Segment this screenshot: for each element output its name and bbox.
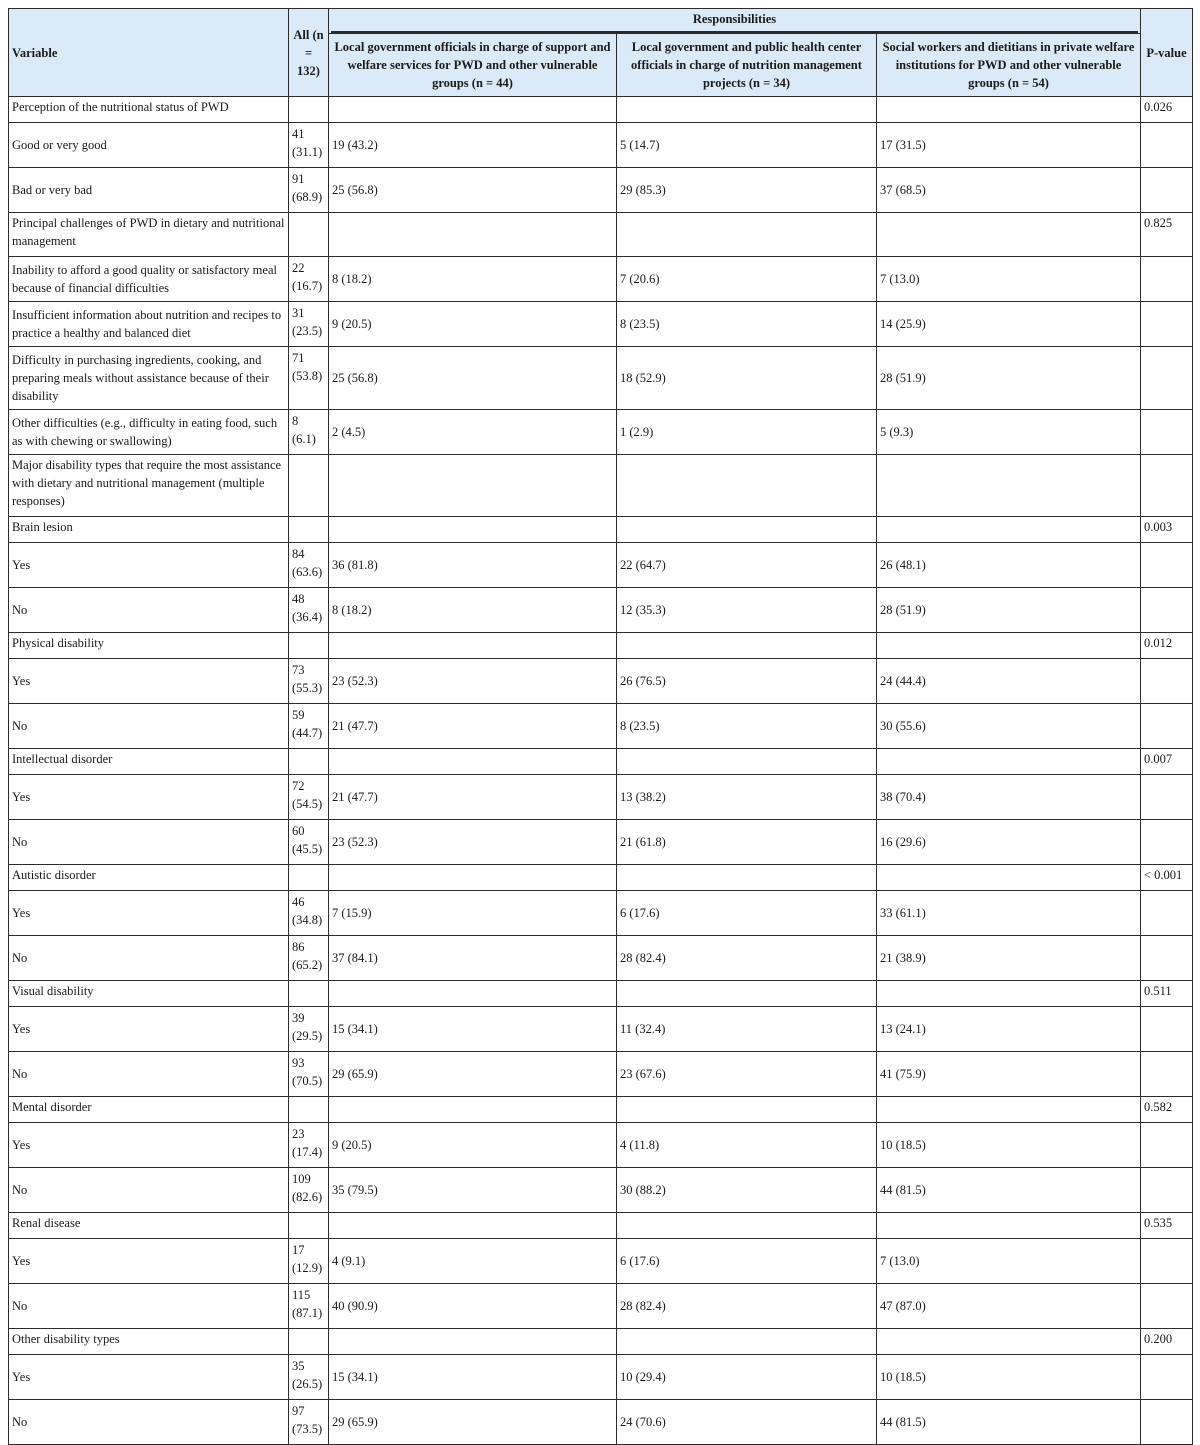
group2-cell: [617, 1213, 877, 1239]
group1-cell: [329, 749, 617, 775]
variable-cell: Yes: [9, 659, 289, 704]
group2-cell: 23 (67.6): [617, 1052, 877, 1097]
table-container: [8, 8, 1192, 1445]
all-cell: [289, 455, 329, 517]
group1-cell: [329, 1213, 617, 1239]
group1-cell: 9 (20.5): [329, 302, 617, 347]
section-label: Visual disability: [9, 981, 289, 1007]
group3-cell: 17 (31.5): [877, 123, 1141, 168]
pvalue-cell: [1141, 302, 1193, 347]
all-cell: 8 (6.1): [289, 410, 329, 455]
group2-cell: [617, 1097, 877, 1123]
variable-cell: No: [9, 1052, 289, 1097]
group3-cell: [877, 1097, 1141, 1123]
group1-cell: 29 (65.9): [329, 1052, 617, 1097]
variable-cell: No: [9, 1400, 289, 1445]
all-cell: 17 (12.9): [289, 1239, 329, 1284]
group2-cell: 18 (52.9): [617, 347, 877, 410]
variable-cell: Yes: [9, 1007, 289, 1052]
all-cell: 71 (53.8): [289, 347, 329, 410]
section-label: Renal disease: [9, 1213, 289, 1239]
all-cell: 84 (63.6): [289, 543, 329, 588]
table-row: [9, 1052, 1193, 1097]
variable-cell: No: [9, 704, 289, 749]
variable-cell: No: [9, 1284, 289, 1329]
table-row: [9, 588, 1193, 633]
group2-cell: [617, 633, 877, 659]
group2-cell: [617, 865, 877, 891]
section-label: Mental disorder: [9, 1097, 289, 1123]
all-cell: 31 (23.5): [289, 302, 329, 347]
table-row: [9, 123, 1193, 168]
group2-cell: 29 (85.3): [617, 168, 877, 213]
group3-cell: [877, 633, 1141, 659]
pvalue-cell: [1141, 347, 1193, 410]
section-row: [9, 1213, 1193, 1239]
group3-cell: 47 (87.0): [877, 1284, 1141, 1329]
variable-cell: No: [9, 1168, 289, 1213]
table-row: [9, 1355, 1193, 1400]
group3-cell: 41 (75.9): [877, 1052, 1141, 1097]
table-row: [9, 1239, 1193, 1284]
header-group2: Local government and public health center officials in charge of nutrition management projects (n = 34): [617, 34, 877, 97]
group2-cell: 13 (38.2): [617, 775, 877, 820]
all-cell: [289, 213, 329, 257]
group3-cell: [877, 1213, 1141, 1239]
all-cell: [289, 517, 329, 543]
variable-cell: Bad or very bad: [9, 168, 289, 213]
group1-cell: 19 (43.2): [329, 123, 617, 168]
group2-cell: [617, 455, 877, 517]
table-row: [9, 1123, 1193, 1168]
section-row: [9, 865, 1193, 891]
all-cell: [289, 97, 329, 123]
group1-cell: 25 (56.8): [329, 347, 617, 410]
table-row: [9, 347, 1193, 410]
group2-cell: 22 (64.7): [617, 543, 877, 588]
group1-cell: 25 (56.8): [329, 168, 617, 213]
table-row: [9, 820, 1193, 865]
all-cell: [289, 865, 329, 891]
variable-cell: No: [9, 936, 289, 981]
group3-cell: 28 (51.9): [877, 347, 1141, 410]
table-row: [9, 659, 1193, 704]
header-pvalue: P-value: [1141, 9, 1193, 97]
pvalue-cell: [1141, 659, 1193, 704]
group2-cell: [617, 517, 877, 543]
group3-cell: [877, 517, 1141, 543]
group1-cell: 23 (52.3): [329, 820, 617, 865]
all-cell: 35 (26.5): [289, 1355, 329, 1400]
group3-cell: 21 (38.9): [877, 936, 1141, 981]
group2-cell: 4 (11.8): [617, 1123, 877, 1168]
group3-cell: 16 (29.6): [877, 820, 1141, 865]
table-row: [9, 543, 1193, 588]
group2-cell: [617, 981, 877, 1007]
all-cell: 46 (34.8): [289, 891, 329, 936]
variable-cell: Yes: [9, 1355, 289, 1400]
group2-cell: 21 (61.8): [617, 820, 877, 865]
group2-cell: 8 (23.5): [617, 302, 877, 347]
group3-cell: 14 (25.9): [877, 302, 1141, 347]
table-row: [9, 1168, 1193, 1213]
all-cell: [289, 1097, 329, 1123]
all-cell: [289, 749, 329, 775]
group1-cell: [329, 1329, 617, 1355]
group1-cell: [329, 97, 617, 123]
all-cell: 86 (65.2): [289, 936, 329, 981]
group3-cell: 26 (48.1): [877, 543, 1141, 588]
variable-cell: Yes: [9, 543, 289, 588]
group1-cell: [329, 213, 617, 257]
section-row: [9, 1329, 1193, 1355]
table-row: [9, 1007, 1193, 1052]
table-row: [9, 1284, 1193, 1329]
header-variable: Variable: [9, 9, 289, 97]
group3-cell: 10 (18.5): [877, 1355, 1141, 1400]
group1-cell: 4 (9.1): [329, 1239, 617, 1284]
table-row: [9, 1400, 1193, 1445]
group3-cell: 44 (81.5): [877, 1400, 1141, 1445]
variable-cell: Difficulty in purchasing ingredients, cooking, and preparing meals without assistance because of their disability: [9, 347, 289, 410]
group3-cell: [877, 455, 1141, 517]
group3-cell: 38 (70.4): [877, 775, 1141, 820]
group3-cell: [877, 97, 1141, 123]
all-cell: [289, 1213, 329, 1239]
header-responsibilities-label: Responsibilities: [331, 9, 1138, 33]
section-row: [9, 455, 1193, 517]
pvalue-cell: 0.200: [1141, 1329, 1193, 1355]
all-cell: 59 (44.7): [289, 704, 329, 749]
header-responsibilities: [329, 9, 1141, 34]
section-label: Brain lesion: [9, 517, 289, 543]
table-row: [9, 775, 1193, 820]
pvalue-cell: [1141, 1400, 1193, 1445]
group3-cell: 44 (81.5): [877, 1168, 1141, 1213]
pvalue-cell: 0.825: [1141, 213, 1193, 257]
group1-cell: 40 (90.9): [329, 1284, 617, 1329]
group2-cell: 6 (17.6): [617, 1239, 877, 1284]
group2-cell: 7 (20.6): [617, 257, 877, 302]
group2-cell: [617, 213, 877, 257]
pvalue-cell: 0.003: [1141, 517, 1193, 543]
group2-cell: 8 (23.5): [617, 704, 877, 749]
all-cell: 60 (45.5): [289, 820, 329, 865]
group1-cell: 21 (47.7): [329, 775, 617, 820]
group1-cell: 8 (18.2): [329, 588, 617, 633]
pvalue-cell: [1141, 588, 1193, 633]
pvalue-cell: [1141, 410, 1193, 455]
section-label: Principal challenges of PWD in dietary and nutritional management: [9, 213, 289, 257]
table-row: [9, 704, 1193, 749]
group3-cell: [877, 213, 1141, 257]
all-cell: [289, 633, 329, 659]
pvalue-cell: [1141, 1284, 1193, 1329]
group1-cell: [329, 1097, 617, 1123]
pvalue-cell: 0.535: [1141, 1213, 1193, 1239]
section-row: [9, 633, 1193, 659]
group3-cell: 37 (68.5): [877, 168, 1141, 213]
group1-cell: [329, 865, 617, 891]
variable-cell: No: [9, 820, 289, 865]
pvalue-cell: [1141, 257, 1193, 302]
section-label: Intellectual disorder: [9, 749, 289, 775]
all-cell: 73 (55.3): [289, 659, 329, 704]
group3-cell: 10 (18.5): [877, 1123, 1141, 1168]
group2-cell: 5 (14.7): [617, 123, 877, 168]
variable-cell: Yes: [9, 1239, 289, 1284]
table-row: [9, 410, 1193, 455]
group2-cell: [617, 1329, 877, 1355]
variable-cell: Good or very good: [9, 123, 289, 168]
pvalue-cell: 0.582: [1141, 1097, 1193, 1123]
group3-cell: 13 (24.1): [877, 1007, 1141, 1052]
group2-cell: 24 (70.6): [617, 1400, 877, 1445]
all-cell: [289, 981, 329, 1007]
pvalue-cell: [1141, 1355, 1193, 1400]
section-label: Autistic disorder: [9, 865, 289, 891]
group2-cell: [617, 749, 877, 775]
group1-cell: 29 (65.9): [329, 1400, 617, 1445]
group1-cell: 15 (34.1): [329, 1355, 617, 1400]
group1-cell: 36 (81.8): [329, 543, 617, 588]
group1-cell: [329, 633, 617, 659]
group1-cell: [329, 517, 617, 543]
all-cell: 22 (16.7): [289, 257, 329, 302]
table-row: [9, 168, 1193, 213]
table-body: [9, 97, 1193, 1445]
group3-cell: 7 (13.0): [877, 257, 1141, 302]
pvalue-cell: [1141, 820, 1193, 865]
header-all: All (n = 132): [289, 9, 329, 97]
group3-cell: [877, 1329, 1141, 1355]
group1-cell: 7 (15.9): [329, 891, 617, 936]
variable-cell: Yes: [9, 775, 289, 820]
pvalue-cell: < 0.001: [1141, 865, 1193, 891]
group1-cell: [329, 981, 617, 1007]
group1-cell: 37 (84.1): [329, 936, 617, 981]
pvalue-cell: [1141, 1168, 1193, 1213]
pvalue-cell: 0.012: [1141, 633, 1193, 659]
pvalue-cell: 0.511: [1141, 981, 1193, 1007]
pvalue-cell: [1141, 1239, 1193, 1284]
variable-cell: Insufficient information about nutrition and recipes to practice a healthy and balanced diet: [9, 302, 289, 347]
pvalue-cell: [1141, 704, 1193, 749]
group2-cell: 30 (88.2): [617, 1168, 877, 1213]
group3-cell: 28 (51.9): [877, 588, 1141, 633]
group2-cell: 12 (35.3): [617, 588, 877, 633]
pvalue-cell: [1141, 455, 1193, 517]
section-label: Major disability types that require the most assistance with dietary and nutritional management (multiple responses): [9, 455, 289, 517]
all-cell: 97 (73.5): [289, 1400, 329, 1445]
pvalue-cell: [1141, 936, 1193, 981]
table-row: [9, 891, 1193, 936]
group1-cell: 9 (20.5): [329, 1123, 617, 1168]
all-cell: 48 (36.4): [289, 588, 329, 633]
section-row: [9, 213, 1193, 257]
group2-cell: 10 (29.4): [617, 1355, 877, 1400]
group3-cell: [877, 865, 1141, 891]
group3-cell: 33 (61.1): [877, 891, 1141, 936]
pvalue-cell: 0.026: [1141, 97, 1193, 123]
section-label: Perception of the nutritional status of PWD: [9, 97, 289, 123]
pvalue-cell: [1141, 1007, 1193, 1052]
variable-cell: Yes: [9, 1123, 289, 1168]
pvalue-cell: [1141, 123, 1193, 168]
pvalue-cell: [1141, 168, 1193, 213]
all-cell: 39 (29.5): [289, 1007, 329, 1052]
header-group3: Social workers and dietitians in private welfare institutions for PWD and other vulnerable groups (n = 54): [877, 34, 1141, 97]
group1-cell: 2 (4.5): [329, 410, 617, 455]
all-cell: 72 (54.5): [289, 775, 329, 820]
group3-cell: 30 (55.6): [877, 704, 1141, 749]
pvalue-cell: [1141, 775, 1193, 820]
all-cell: [289, 1329, 329, 1355]
group2-cell: [617, 97, 877, 123]
group3-cell: 24 (44.4): [877, 659, 1141, 704]
group1-cell: 23 (52.3): [329, 659, 617, 704]
all-cell: 109 (82.6): [289, 1168, 329, 1213]
section-row: [9, 97, 1193, 123]
group1-cell: 35 (79.5): [329, 1168, 617, 1213]
all-cell: 23 (17.4): [289, 1123, 329, 1168]
group2-cell: 28 (82.4): [617, 936, 877, 981]
variable-cell: Yes: [9, 891, 289, 936]
table-row: [9, 302, 1193, 347]
section-row: [9, 749, 1193, 775]
responsibilities-table: [8, 8, 1193, 1445]
pvalue-cell: 0.007: [1141, 749, 1193, 775]
all-cell: 91 (68.9): [289, 168, 329, 213]
table-row: [9, 936, 1193, 981]
all-cell: 93 (70.5): [289, 1052, 329, 1097]
group2-cell: 26 (76.5): [617, 659, 877, 704]
group1-cell: [329, 455, 617, 517]
group1-cell: 21 (47.7): [329, 704, 617, 749]
group3-cell: 7 (13.0): [877, 1239, 1141, 1284]
group1-cell: 15 (34.1): [329, 1007, 617, 1052]
section-label: Physical disability: [9, 633, 289, 659]
pvalue-cell: [1141, 1123, 1193, 1168]
section-row: [9, 517, 1193, 543]
group3-cell: [877, 749, 1141, 775]
section-row: [9, 981, 1193, 1007]
variable-cell: No: [9, 588, 289, 633]
group2-cell: 11 (32.4): [617, 1007, 877, 1052]
all-cell: 115 (87.1): [289, 1284, 329, 1329]
section-row: [9, 1097, 1193, 1123]
header-group1: Local government officials in charge of support and welfare services for PWD and other vulnerable groups (n = 44): [329, 34, 617, 97]
table-header: [9, 9, 1193, 97]
group3-cell: 5 (9.3): [877, 410, 1141, 455]
group2-cell: 28 (82.4): [617, 1284, 877, 1329]
section-label: Other disability types: [9, 1329, 289, 1355]
pvalue-cell: [1141, 1052, 1193, 1097]
pvalue-cell: [1141, 891, 1193, 936]
group2-cell: 1 (2.9): [617, 410, 877, 455]
group2-cell: 6 (17.6): [617, 891, 877, 936]
group3-cell: [877, 981, 1141, 1007]
variable-cell: Other difficulties (e.g., difficulty in eating food, such as with chewing or swallowing): [9, 410, 289, 455]
group1-cell: 8 (18.2): [329, 257, 617, 302]
all-cell: 41 (31.1): [289, 123, 329, 168]
variable-cell: Inability to afford a good quality or satisfactory meal because of financial difficulties: [9, 257, 289, 302]
table-row: [9, 257, 1193, 302]
pvalue-cell: [1141, 543, 1193, 588]
